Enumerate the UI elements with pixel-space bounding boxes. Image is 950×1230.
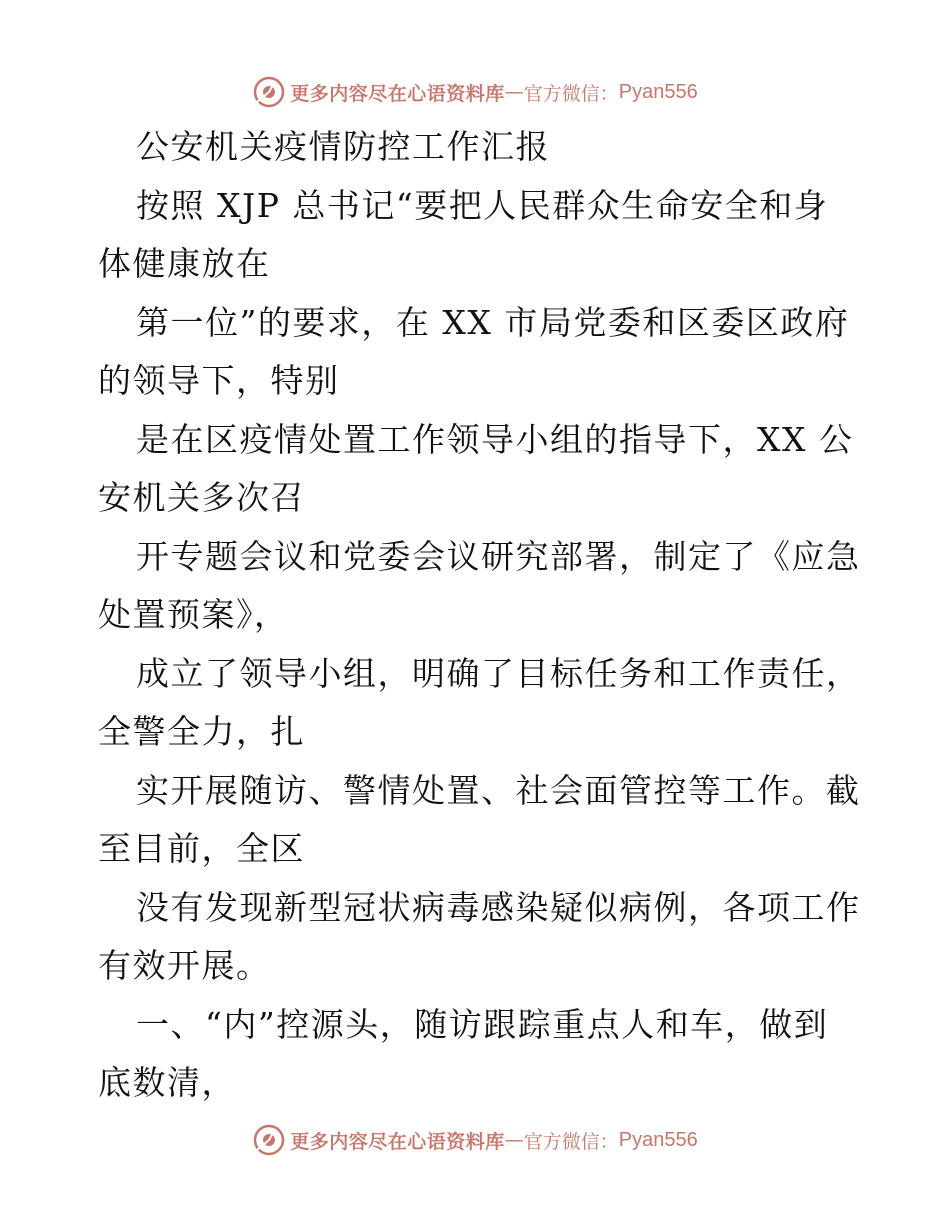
footer-watermark	[0, 1120, 950, 1160]
watermark-separator: —	[504, 81, 524, 103]
header-watermark	[0, 72, 950, 112]
watermark-wechat-id: Pyan556	[618, 1128, 698, 1151]
doc-line: 开专题会议和党委会议研究部署，制定了《应急	[136, 536, 861, 576]
doc-line: 有效开展。	[98, 946, 271, 985]
doc-line: 成立了领导小组，明确了目标任务和工作责任，	[136, 653, 861, 693]
doc-line: 全警全力，扎	[98, 712, 305, 751]
watermark-wechat-label: 官方微信：	[523, 82, 619, 105]
watermark-separator: —	[504, 1129, 524, 1151]
doc-line: 底数清，	[98, 1063, 236, 1102]
doc-line: 一、“内”控源头，随访跟踪重点人和车，做到	[136, 1004, 829, 1044]
watermark-wechat-id: Pyan556	[618, 80, 698, 103]
watermark-wechat-label: 官方微信：	[523, 1130, 619, 1153]
doc-title: 公安机关疫情防控工作汇报	[136, 127, 550, 166]
doc-line: 按照 XJP 总书记“要把人民群众生命安全和身	[136, 185, 829, 225]
doc-line: 的领导下，特别	[98, 361, 340, 400]
watermark-text: 更多内容尽在心语资料库	[290, 1130, 505, 1153]
logo-icon	[252, 75, 286, 109]
doc-line: 没有发现新型冠状病毒感染疑似病例，各项工作	[136, 887, 861, 927]
doc-line: 处置预案》，	[98, 595, 289, 634]
doc-line: 是在区疫情处置工作领导小组的指导下，XX 公	[136, 419, 854, 459]
document-body	[98, 118, 861, 1113]
doc-line: 第一位”的要求，在 XX 市局党委和区委区政府	[136, 302, 850, 342]
doc-line: 实开展随访、警情处置、社会面管控等工作。截	[136, 770, 861, 810]
doc-line: 体健康放在	[98, 244, 271, 283]
doc-line: 至目前，全区	[98, 829, 305, 868]
doc-line: 安机关多次召	[98, 478, 305, 517]
watermark-text: 更多内容尽在心语资料库	[290, 82, 505, 105]
logo-icon	[252, 1123, 286, 1157]
